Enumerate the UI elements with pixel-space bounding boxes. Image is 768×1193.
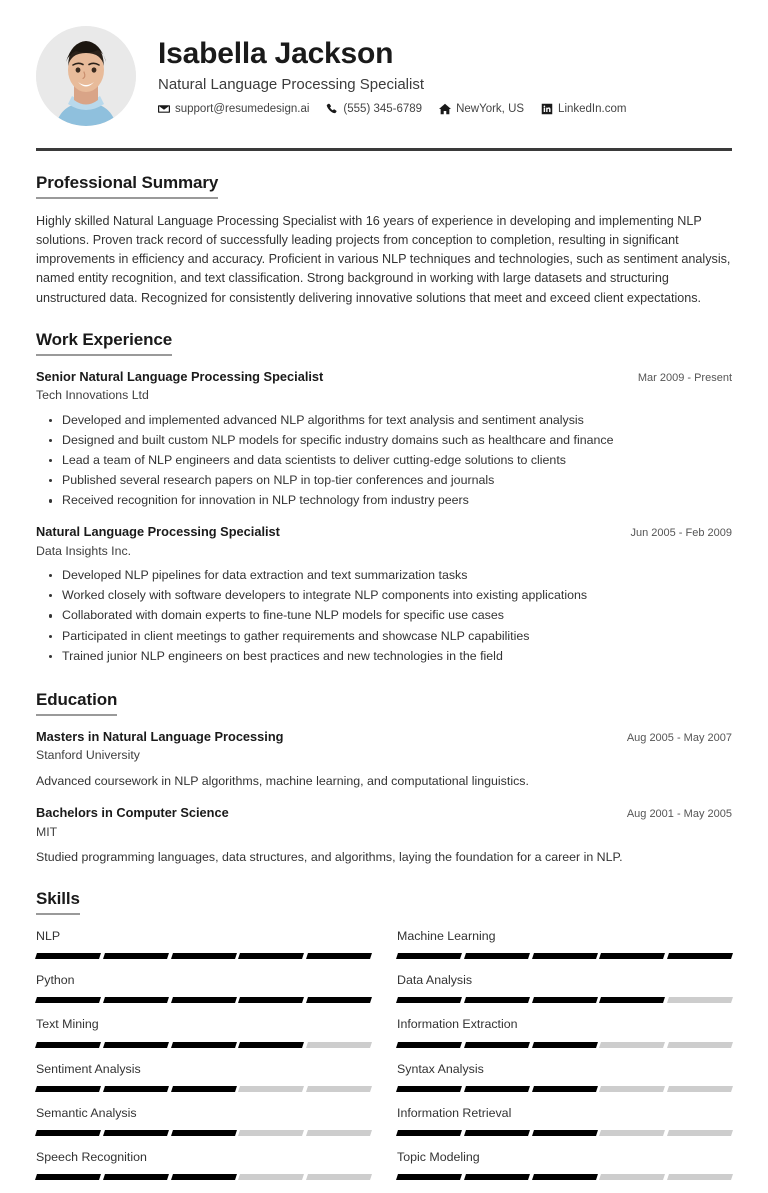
- skill-item: [397, 1149, 732, 1193]
- skill-level-segment: [35, 1130, 101, 1136]
- skill-level-segment: [532, 1130, 598, 1136]
- skill-level-bar: [397, 1130, 732, 1136]
- work-entry-header: [36, 524, 732, 541]
- list-item: Received recognition for innovation in NLP technology from industry peers: [62, 492, 732, 510]
- skill-level-segment: [171, 1174, 237, 1180]
- contact-email[interactable]: [158, 103, 309, 115]
- skill-level-segment: [171, 953, 237, 959]
- skill-level-segment: [306, 1130, 372, 1136]
- skill-level-segment: [599, 1042, 665, 1048]
- skill-level-segment: [306, 1042, 372, 1048]
- education-entry: [36, 729, 732, 791]
- skill-level-segment: [171, 997, 237, 1003]
- skill-name: Topic Modeling: [397, 1149, 480, 1164]
- skill-level-segment: [306, 1086, 372, 1092]
- skill-level-segment: [103, 1174, 169, 1180]
- envelope-icon: [158, 103, 170, 115]
- skill-level-segment: [103, 1086, 169, 1092]
- skill-level-bar: [36, 953, 371, 959]
- skill-level-segment: [171, 1130, 237, 1136]
- skill-level-segment: [667, 997, 733, 1003]
- skill-level-segment: [667, 1130, 733, 1136]
- section-heading-summary: Professional Summary: [36, 173, 218, 199]
- skill-level-segment: [238, 1086, 304, 1092]
- education-entry-header: [36, 729, 732, 746]
- skill-level-segment: [464, 997, 530, 1003]
- skill-level-segment: [396, 1042, 462, 1048]
- contact-row: [158, 103, 732, 115]
- education-entry-title: Bachelors in Computer Science: [36, 804, 229, 820]
- work-entry-org: Data Insights Inc.: [36, 543, 132, 558]
- skill-level-segment: [396, 1174, 462, 1180]
- skill-level-segment: [171, 1042, 237, 1048]
- skill-level-segment: [171, 1086, 237, 1092]
- skill-level-bar: [36, 1174, 371, 1180]
- skill-level-segment: [667, 1042, 733, 1048]
- skill-level-segment: [35, 1086, 101, 1092]
- section-heading-skills: Skills: [36, 889, 80, 915]
- skill-level-segment: [532, 997, 598, 1003]
- skill-level-segment: [667, 953, 733, 959]
- skill-name: Machine Learning: [397, 929, 496, 944]
- skill-level-segment: [35, 953, 101, 959]
- skill-item: [36, 1149, 371, 1193]
- skill-level-segment: [464, 1130, 530, 1136]
- list-item: Lead a team of NLP engineers and data scientists to deliver cutting-edge solutions to clients: [62, 452, 732, 470]
- list-item: Developed and implemented advanced NLP algorithms for text analysis and sentiment analysis: [62, 412, 732, 430]
- skill-level-segment: [103, 953, 169, 959]
- skill-level-segment: [464, 1174, 530, 1180]
- skill-level-bar: [397, 1174, 732, 1180]
- skill-name: Information Retrieval: [397, 1105, 512, 1120]
- section-education: [36, 668, 732, 867]
- list-item: Developed NLP pipelines for data extraction and text summarization tasks: [62, 567, 732, 585]
- contact-email-label: support@resumedesign.ai: [175, 102, 310, 115]
- skill-level-segment: [238, 1174, 304, 1180]
- list-item: Designed and built custom NLP models for specific industry domains such as healthcare and finance: [62, 432, 732, 450]
- skill-level-segment: [464, 1042, 530, 1048]
- page-title: Isabella Jackson: [158, 37, 394, 71]
- skill-item: [397, 972, 732, 1016]
- skill-level-bar: [36, 1130, 371, 1136]
- skill-level-segment: [599, 1130, 665, 1136]
- identity-block: [158, 37, 732, 115]
- skill-level-segment: [396, 1086, 462, 1092]
- skill-name: NLP: [36, 929, 61, 944]
- skill-name: Speech Recognition: [36, 1149, 147, 1164]
- section-work-experience: [36, 308, 732, 666]
- skill-level-segment: [238, 953, 304, 959]
- skill-level-segment: [464, 1086, 530, 1092]
- education-entry-description: Studied programming languages, data structures, and algorithms, laying the foundation for a career in NLP.: [36, 850, 623, 865]
- skill-level-segment: [464, 953, 530, 959]
- skill-level-bar: [397, 997, 732, 1003]
- skill-name: Python: [36, 973, 75, 988]
- skill-level-segment: [306, 953, 372, 959]
- work-entry-bullets: [36, 412, 732, 510]
- skill-level-segment: [599, 997, 665, 1003]
- education-entry-date: Aug 2001 - May 2005: [626, 807, 732, 820]
- linkedin-icon: [541, 103, 553, 115]
- skill-level-segment: [306, 997, 372, 1003]
- skill-name: Semantic Analysis: [36, 1105, 137, 1120]
- contact-location[interactable]: [439, 103, 524, 115]
- education-entry-org: MIT: [36, 824, 58, 839]
- skill-level-segment: [35, 997, 101, 1003]
- skill-level-segment: [532, 1174, 598, 1180]
- skill-item: [36, 1016, 371, 1060]
- education-entry-org: Stanford University: [36, 748, 140, 763]
- phone-icon: [326, 103, 338, 115]
- skill-item: [36, 972, 371, 1016]
- work-entry-date: Jun 2005 - Feb 2009: [630, 526, 732, 539]
- skill-name: Sentiment Analysis: [36, 1061, 141, 1076]
- skill-level-segment: [667, 1174, 733, 1180]
- section-heading-education: Education: [36, 690, 117, 716]
- list-item: Collaborated with domain experts to fine-tune NLP models for specific use cases: [62, 607, 732, 625]
- home-icon: [439, 103, 451, 115]
- skill-item: [397, 1016, 732, 1060]
- work-entry-org: Tech Innovations Ltd: [36, 388, 149, 403]
- summary-text: Highly skilled Natural Language Processing Specialist with 16 years of experience in developing and implementing NLP solutions. Proven track record of successfully leading projects from conception to completion, resulting in significant improvements in efficiency and accuracy. Proficient in various NLP techniques and technologies, such as sentiment analysis, named entity recognition, and text classification. Strong background in working with large datasets and structuring unstructured data. Recognized for consistently delivering innovative solutions that meet and exceed client expectations.: [36, 214, 731, 305]
- education-entry: [36, 805, 732, 867]
- skill-level-segment: [306, 1174, 372, 1180]
- skill-name: Data Analysis: [397, 973, 473, 988]
- skill-name: Information Extraction: [397, 1017, 518, 1032]
- skills-grid: [36, 928, 732, 1193]
- list-item: Worked closely with software developers to integrate NLP components into existing applications: [62, 587, 732, 605]
- skill-level-segment: [238, 997, 304, 1003]
- skill-level-bar: [397, 953, 732, 959]
- section-heading-work: Work Experience: [36, 330, 172, 356]
- work-entry-date: Mar 2009 - Present: [637, 371, 732, 384]
- skill-level-segment: [599, 1086, 665, 1092]
- skill-item: [36, 928, 371, 972]
- work-entry-bullets: [36, 567, 732, 665]
- skill-item: [397, 1105, 732, 1149]
- skill-level-bar: [397, 1086, 732, 1092]
- skill-level-segment: [238, 1130, 304, 1136]
- list-item: Trained junior NLP engineers on best practices and new technologies in the field: [62, 648, 732, 666]
- skill-level-segment: [599, 953, 665, 959]
- skill-level-segment: [35, 1174, 101, 1180]
- skill-item: [36, 1105, 371, 1149]
- skill-level-segment: [667, 1086, 733, 1092]
- skill-level-segment: [532, 1042, 598, 1048]
- skill-level-segment: [396, 1130, 462, 1136]
- profile-photo-icon: [36, 26, 136, 126]
- section-skills: [36, 867, 732, 1193]
- skill-level-segment: [103, 1042, 169, 1048]
- work-entry-title: Natural Language Processing Specialist: [36, 523, 280, 539]
- contact-linkedin-label: LinkedIn.com: [558, 102, 627, 115]
- education-entry-date: Aug 2005 - May 2007: [626, 731, 732, 744]
- skill-item: [397, 1061, 732, 1105]
- skill-name: Text Mining: [36, 1017, 99, 1032]
- work-entry: [36, 524, 732, 665]
- skill-level-segment: [238, 1042, 304, 1048]
- avatar: [36, 26, 136, 126]
- skill-level-segment: [35, 1042, 101, 1048]
- work-entry-title: Senior Natural Language Processing Specialist: [36, 368, 324, 384]
- skill-name: Syntax Analysis: [397, 1061, 484, 1076]
- resume-header: [36, 0, 732, 130]
- education-entry-header: [36, 805, 732, 822]
- work-entry-header: [36, 369, 732, 386]
- skill-item: [36, 1061, 371, 1105]
- skill-level-segment: [532, 953, 598, 959]
- education-entry-description: Advanced coursework in NLP algorithms, machine learning, and computational linguistics.: [36, 773, 529, 788]
- work-entry: [36, 369, 732, 510]
- skill-level-bar: [36, 1086, 371, 1092]
- contact-location-label: NewYork, US: [456, 102, 525, 115]
- job-title: Natural Language Processing Specialist: [158, 75, 424, 93]
- skill-level-segment: [103, 1130, 169, 1136]
- skill-level-segment: [396, 997, 462, 1003]
- contact-phone-label: (555) 345-6789: [343, 102, 423, 115]
- skill-level-segment: [103, 997, 169, 1003]
- list-item: Participated in client meetings to gather requirements and showcase NLP capabilities: [62, 628, 732, 646]
- skill-level-segment: [599, 1174, 665, 1180]
- skill-level-bar: [36, 997, 371, 1003]
- skill-level-bar: [397, 1042, 732, 1048]
- skill-level-segment: [532, 1086, 598, 1092]
- contact-linkedin[interactable]: [541, 103, 626, 115]
- skill-level-segment: [396, 953, 462, 959]
- contact-phone[interactable]: [326, 103, 422, 115]
- education-entry-title: Masters in Natural Language Processing: [36, 728, 284, 744]
- section-professional-summary: [36, 151, 732, 308]
- skill-item: [397, 928, 732, 972]
- list-item: Published several research papers on NLP in top-tier conferences and journals: [62, 472, 732, 490]
- skill-level-bar: [36, 1042, 371, 1048]
